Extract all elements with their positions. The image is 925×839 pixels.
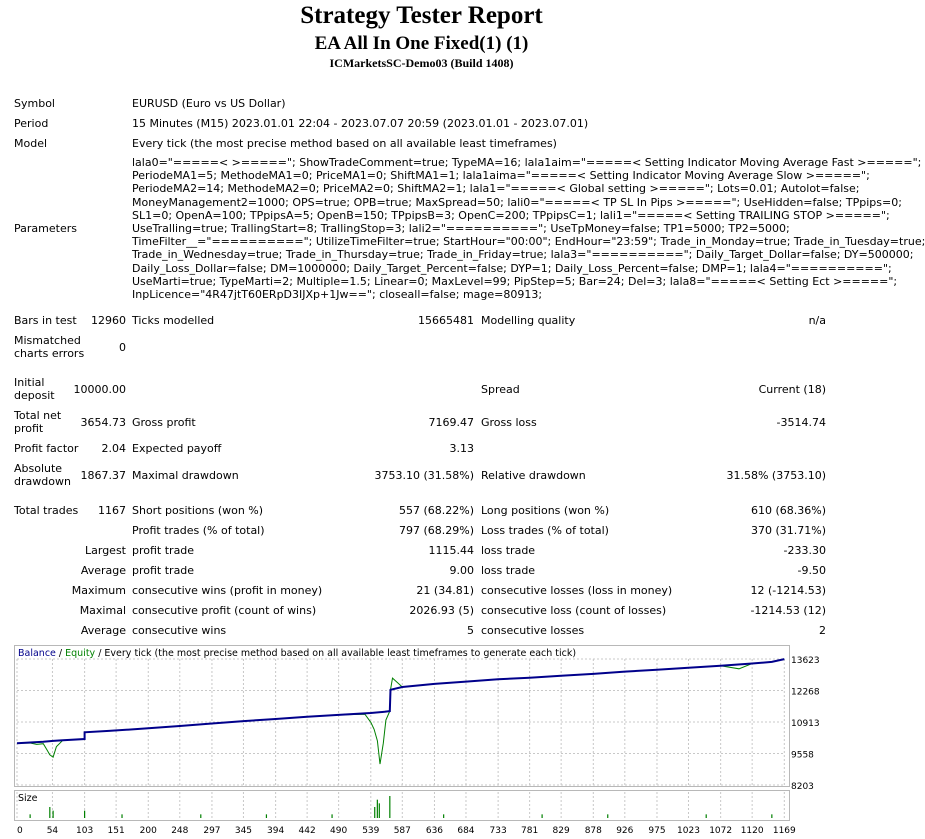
parameter-line: PeriodeMA1=5; MethodeMA1=0; PriceMA1=0; ShiftMA1=1; lala1aima="=====< Setting Indicator Moving Average Slow >====="; bbox=[132, 169, 870, 183]
period-label: Period bbox=[14, 117, 49, 130]
bars-label: Bars in test bbox=[14, 314, 77, 327]
profit-trades-value: 797 (68.29%) bbox=[398, 524, 474, 537]
x-tick-label: 733 bbox=[489, 826, 507, 836]
absolute-drawdown-value: 1867.37 bbox=[80, 469, 126, 482]
legend-equity: Equity bbox=[65, 648, 96, 659]
avg-consecutive-wins-label: consecutive wins bbox=[132, 624, 227, 637]
model-value: Every tick (the most precise method based on all available least timeframes) bbox=[132, 137, 557, 150]
mismatch-label-2: charts errors bbox=[14, 347, 85, 360]
deposit-value: 10000.00 bbox=[73, 383, 126, 396]
y-tick-label: 9558 bbox=[791, 750, 814, 761]
maximum-label: Maximum bbox=[71, 584, 126, 597]
maximal-consecutive-profit-value: 2026.93 (5) bbox=[409, 604, 474, 617]
absolute-drawdown-label: Absolute bbox=[14, 462, 63, 475]
gross-profit-value: 7169.47 bbox=[428, 416, 474, 429]
x-tick-label: 926 bbox=[616, 826, 634, 836]
gross-loss-label: Gross loss bbox=[481, 416, 537, 429]
largest-loss-label: loss trade bbox=[481, 544, 536, 557]
y-tick-label: 12268 bbox=[791, 687, 820, 698]
x-tick-label: 442 bbox=[298, 826, 316, 836]
ea-name: EA All In One Fixed(1) (1) bbox=[314, 33, 529, 54]
x-tick-label: 539 bbox=[362, 826, 380, 836]
maximal-label: Maximal bbox=[79, 604, 126, 617]
x-tick-label: 975 bbox=[648, 826, 666, 836]
largest-label: Largest bbox=[85, 544, 126, 557]
x-tick-label: 587 bbox=[393, 826, 411, 836]
maximal-consecutive-loss-label: consecutive loss (count of losses) bbox=[481, 604, 667, 617]
x-tick-label: 345 bbox=[234, 826, 253, 836]
mismatch-value: 0 bbox=[119, 341, 126, 354]
parameter-line: PeriodeMA2=14; MethodeMA2=0; PriceMA2=0; ShiftMA2=1; lala1="=====< Global setting >====="; Lots=0.01; Autolot=false; bbox=[132, 182, 860, 196]
net-profit-label: Total net bbox=[14, 409, 62, 422]
max-consecutive-losses-value: 12 (-1214.53) bbox=[750, 584, 826, 597]
largest-profit-label: profit trade bbox=[132, 544, 195, 557]
x-tick-label: 1023 bbox=[677, 826, 700, 836]
avg-consecutive-losses-value: 2 bbox=[819, 624, 826, 637]
avg-consecutive-wins-value: 5 bbox=[467, 624, 474, 637]
y-tick-label: 10913 bbox=[791, 719, 820, 729]
max-consecutive-wins-label: consecutive wins (profit in money) bbox=[132, 584, 323, 597]
max-consecutive-losses-label: consecutive losses (loss in money) bbox=[481, 584, 673, 597]
x-tick-label: 1072 bbox=[709, 826, 733, 836]
legend-balance: Balance bbox=[18, 648, 56, 659]
ticks-label: Ticks modelled bbox=[132, 314, 215, 327]
maximal-consecutive-profit-label: consecutive profit (count of wins) bbox=[132, 604, 317, 617]
size-label: Size bbox=[18, 793, 38, 804]
absolute-drawdown-label-2: drawdown bbox=[14, 475, 71, 488]
x-tick-label: 54 bbox=[46, 826, 59, 836]
net-profit-value: 3654.73 bbox=[80, 416, 126, 429]
average-profit-label: profit trade bbox=[132, 564, 195, 577]
parameter-line: Trade_in_Wednesday=true; Trade_in_Thursday=true; Trade_in_Friday=true; lala3="=========="; Daily_Target_Dollar=false; DY=500000; bbox=[132, 248, 914, 262]
symbol-value: EURUSD (Euro vs US Dollar) bbox=[132, 97, 286, 110]
net-profit-label-2: profit bbox=[14, 422, 44, 435]
long-positions-label: Long positions (won %) bbox=[481, 504, 610, 517]
spread-value: Current (18) bbox=[758, 383, 826, 396]
average-consecutive-label: Average bbox=[80, 624, 126, 637]
gross-loss-value: -3514.74 bbox=[776, 416, 826, 429]
profit-factor-value: 2.04 bbox=[101, 442, 126, 455]
parameter-line: UseMarti=true; TypeMarti=2; Multiple=1.5; Linear=0; MaxLevel=99; PipStep=5; Bar=24; Del=3; lala8="=====< Setting Ect >====="; bbox=[132, 274, 898, 288]
size-chart-frame bbox=[14, 790, 790, 821]
parameter-line: MoneyManagement2=1000; OPS=true; OPB=true; MaxSpread=50; lali0="=====< TP SL In Pips >====="; UseHidden=false; TPpips=0; bbox=[132, 195, 902, 209]
parameter-line: SL1=0; OpenA=100; TPpipsA=5; OpenB=150; TPpipsB=3; OpenC=200; TPpipsC=1; lali1="=====< Setting TRAILING STOP >====="; bbox=[132, 208, 890, 222]
average-label: Average bbox=[80, 564, 126, 577]
x-tick-label: 200 bbox=[139, 826, 157, 836]
largest-loss-value: -233.30 bbox=[783, 544, 826, 557]
x-tick-label: 781 bbox=[521, 826, 539, 836]
average-loss-value: -9.50 bbox=[797, 564, 826, 577]
mismatch-label: Mismatched bbox=[14, 334, 81, 347]
parameters-list bbox=[132, 156, 925, 302]
parameter-line: UseTralling=true; TrallingStart=8; TrallingStop=3; lali2="=========="; UseTpMoney=false; TP1=5000; TP2=5000; bbox=[132, 222, 790, 236]
x-tick-label: 490 bbox=[330, 826, 348, 836]
x-tick-label: 829 bbox=[552, 826, 570, 836]
x-tick-label: 394 bbox=[267, 826, 285, 836]
x-tick-label: 297 bbox=[203, 826, 221, 836]
average-profit-value: 9.00 bbox=[449, 564, 474, 577]
y-tick-label: 13623 bbox=[791, 656, 820, 666]
x-tick-label: 1120 bbox=[740, 826, 764, 836]
x-tick-label: 248 bbox=[171, 826, 189, 836]
expected-payoff-label: Expected payoff bbox=[132, 442, 222, 455]
parameter-line: Daily_Loss_Dollar=false; DM=1000000; Daily_Target_Percent=false; DYP=1; Daily_Loss_Percent=false; DMP=1; lala4="=========="; bbox=[132, 261, 892, 275]
profit-trades-label: Profit trades (% of total) bbox=[132, 524, 265, 537]
y-tick-label: 8203 bbox=[791, 782, 814, 792]
period-value: 15 Minutes (M15) 2023.01.01 22:04 - 2023.07.07 20:59 (2023.01.01 - 2023.07.01) bbox=[132, 117, 589, 130]
relative-drawdown-value: 31.58% (3753.10) bbox=[726, 469, 826, 482]
profit-factor-label: Profit factor bbox=[14, 442, 79, 455]
quality-label: Modelling quality bbox=[481, 314, 576, 327]
deposit-label: Initial bbox=[14, 376, 45, 389]
relative-drawdown-label: Relative drawdown bbox=[481, 469, 586, 482]
average-loss-label: loss trade bbox=[481, 564, 536, 577]
balance-chart-frame bbox=[14, 645, 790, 787]
maximal-consecutive-loss-value: -1214.53 (12) bbox=[750, 604, 826, 617]
short-positions-value: 557 (68.22%) bbox=[398, 504, 474, 517]
x-tick-label: 0 bbox=[17, 826, 23, 836]
symbol-label: Symbol bbox=[14, 97, 55, 110]
max-consecutive-wins-value: 21 (34.81) bbox=[416, 584, 474, 597]
total-trades-label: Total trades bbox=[14, 504, 79, 517]
legend-separator: / bbox=[55, 648, 66, 659]
expected-payoff-value: 3.13 bbox=[449, 442, 474, 455]
parameters-label: Parameters bbox=[14, 222, 77, 235]
x-tick-label: 684 bbox=[457, 826, 475, 836]
spread-label: Spread bbox=[481, 383, 520, 396]
quality-value: n/a bbox=[808, 314, 826, 327]
gross-profit-label: Gross profit bbox=[132, 416, 196, 429]
ticks-value: 15665481 bbox=[418, 314, 474, 327]
total-trades-value: 1167 bbox=[98, 504, 126, 517]
x-tick-label: 1169 bbox=[772, 826, 796, 836]
deposit-label-2: deposit bbox=[14, 389, 55, 402]
maximal-drawdown-label: Maximal drawdown bbox=[132, 469, 239, 482]
x-tick-label: 151 bbox=[107, 826, 125, 836]
parameter-line: lala0="=====< >====="; ShowTradeComment=true; TypeMA=16; lala1aim="=====< Setting Indicator Moving Average Fast >====="; bbox=[132, 156, 922, 169]
long-positions-value: 610 (68.36%) bbox=[750, 504, 826, 517]
loss-trades-label: Loss trades (% of total) bbox=[481, 524, 609, 537]
x-tick-label: 878 bbox=[584, 826, 602, 836]
parameter-line: TimeFilter__="=========="; UtilizeTimeFilter=true; StartHour="00:00"; EndHour="23:59"; Trade_in_Monday=true; Trade_in_Tuesday=true; bbox=[132, 235, 925, 249]
x-tick-label: 636 bbox=[425, 826, 444, 836]
report-title: Strategy Tester Report bbox=[300, 2, 543, 29]
model-label: Model bbox=[14, 137, 48, 150]
x-tick-label: 103 bbox=[76, 826, 94, 836]
largest-profit-value: 1115.44 bbox=[428, 544, 474, 557]
avg-consecutive-losses-label: consecutive losses bbox=[481, 624, 585, 637]
loss-trades-value: 370 (31.71%) bbox=[750, 524, 826, 537]
server-build: ICMarketsSC-Demo03 (Build 1408) bbox=[329, 56, 514, 70]
bars-value: 12960 bbox=[91, 314, 126, 327]
legend-description: / Every tick (the most precise method based on all available least timeframes to generate each tick) bbox=[95, 648, 577, 659]
short-positions-label: Short positions (won %) bbox=[132, 504, 264, 517]
maximal-drawdown-value: 3753.10 (31.58%) bbox=[374, 469, 474, 482]
parameter-line: InpLicence="4R47jtT60ERpD3IJXp+1Jw=="; closeall=false; mage=80913; bbox=[132, 288, 543, 302]
